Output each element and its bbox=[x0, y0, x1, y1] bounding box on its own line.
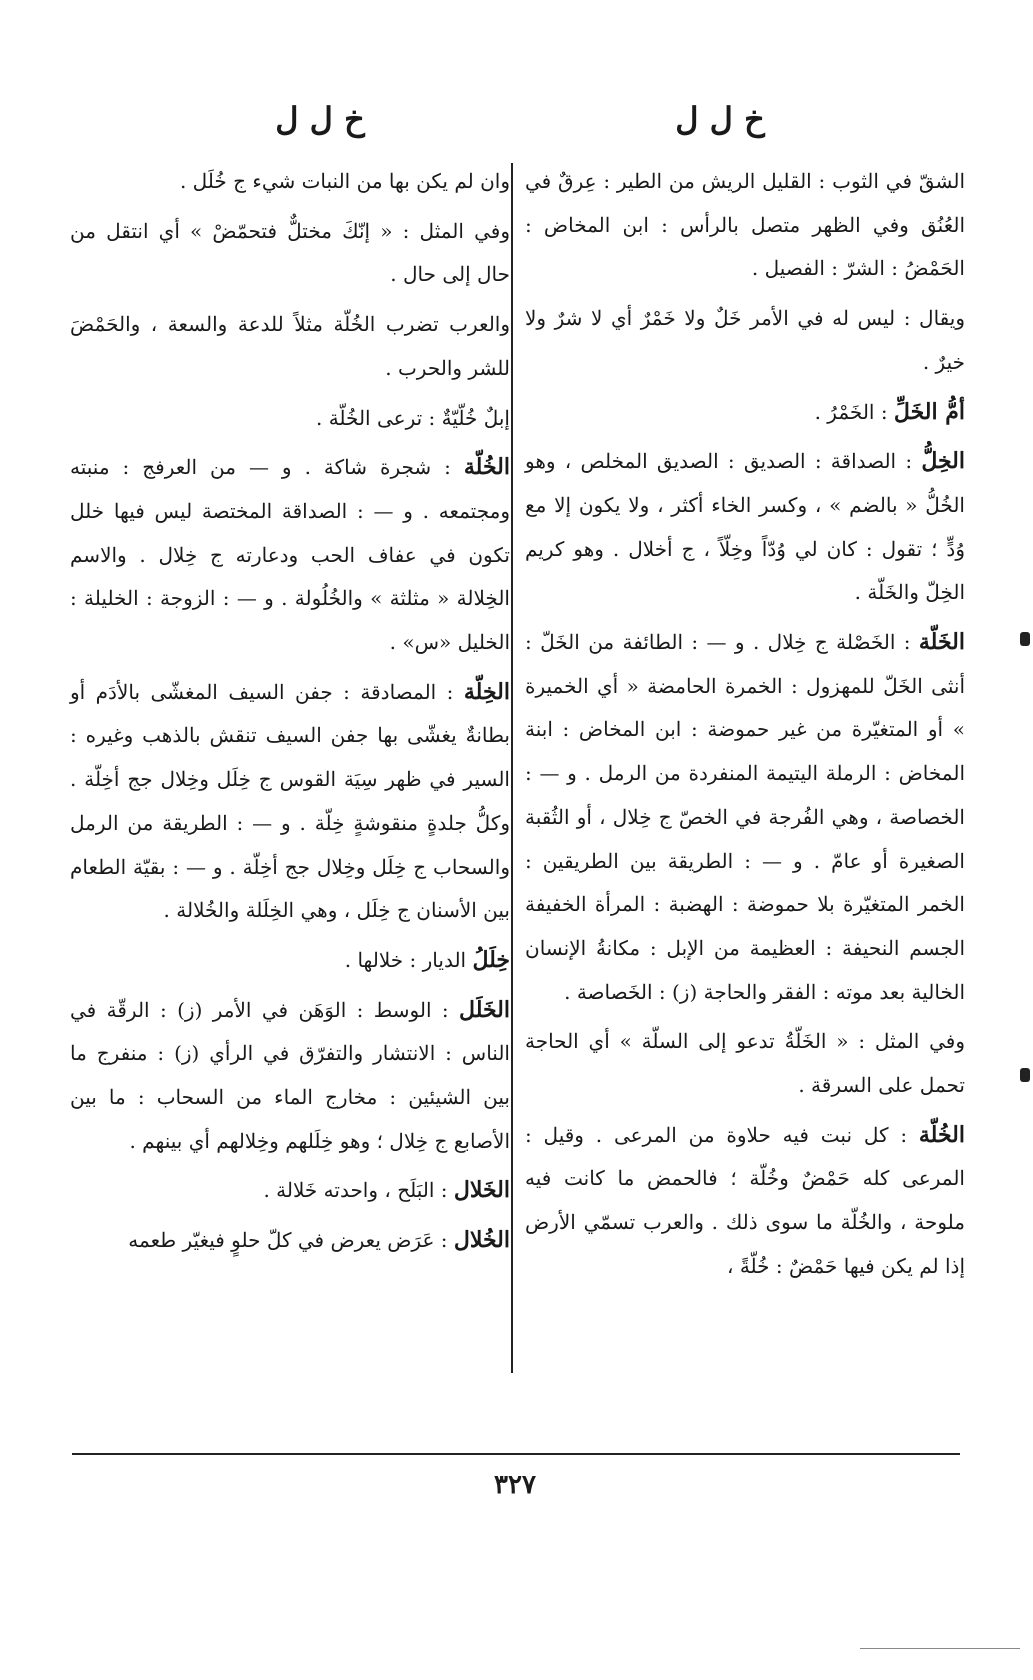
entry-text: ويقال : ليس له في الأمر خَلٌ ولا خَمْرٌ أي لا شرٌ ولا خيرٌ . bbox=[525, 306, 965, 374]
running-header-left: خ ل ل bbox=[275, 100, 365, 138]
scan-edge-mark bbox=[1020, 632, 1030, 646]
entry bbox=[70, 210, 510, 297]
entry-text: : الخَصْلة ج خِلال . و — : الطائفة من الخَلّ : أنثى الخَلّ للمهزول : الخمرة الحامضة « أي الخميرة » أو المتغيّرة من غير حموضة : ابن المخاض : ابنة المخاض : الرملة اليتيمة المنفردة من الرمل . و — : الخصاصة ، وهي الفُرجة في الخصّ ج خِلال ، أو الثُقبة الصغيرة أو عامّ . و — : الطريقة بين الطريقين : الخمر المتغيّرة بلا حموضة : الهضبة : المرأة الخفيفة الجسم النحيفة : العظيمة من الإبل : مكانةُ الإنسان الخالية بعد موته : الفقر والحاجة (ز) : الخَصاصة . bbox=[525, 630, 965, 1004]
entry-text: وان لم يكن بها من النبات شيء ج خُلَل . bbox=[179, 169, 510, 193]
entry bbox=[70, 160, 510, 204]
entry-text: : الصداقة : الصديق : الصديق المخلص ، وهو الخُلُّ « بالضم » ، وكسر الخاء أكثر ، ولا يكون إلا مع وُدٍّ ؛ تقول : كان لي وُدّاً وخِلّاً ، ج أخلال . وهو كريم الخِلّ والخَلّة . bbox=[525, 449, 965, 605]
entry-text: : الوسط : الوَهَن في الأمر (ز) : الرقّة في الناس : الانتشار والتفرّق في الرأي (ز) : منفرج ما بين الشيئين : مخارج الماء من السحاب : ما بين الأصابع ج خِلال ؛ وهو خِلَلهم وخِلالهم أي بينهم . bbox=[70, 997, 510, 1153]
entry bbox=[70, 303, 510, 390]
entry-text: وفي المثل : « إنّكَ مختلٌّ فتحمّضْ » أي انتقل من حال إلى حال . bbox=[70, 218, 510, 287]
entry-text: : كل نبت فيه حلاوة من المرعى . وقيل : المرعى كله حَمْضٌ وخُلّة ؛ فالحمض ما كانت فيه ملوحة ، والخُلّة ما سوى ذلك . والعرب تسمّي الأرض إذا لم يكن فيها حَمْضٌ : خُلّةً ، bbox=[525, 1122, 965, 1278]
headword: الخُلّة bbox=[918, 1121, 965, 1148]
left-column bbox=[70, 160, 510, 1269]
page-number: ٣٢٧ bbox=[494, 1470, 536, 1500]
entry-text: : عَرَض يعرض في كلّ حلوٍ فيغيّر طعمه bbox=[128, 1228, 454, 1253]
entry bbox=[525, 440, 965, 615]
headword: الخَلَل bbox=[459, 996, 510, 1023]
headword: أمُّ الخَلِّ bbox=[893, 398, 965, 425]
headword: خِلَلُ bbox=[472, 946, 510, 973]
headword: الخَلّة bbox=[918, 629, 965, 656]
entry bbox=[70, 939, 510, 983]
headword: الخِلُّ bbox=[921, 448, 965, 475]
entry bbox=[70, 397, 510, 441]
entry bbox=[70, 671, 510, 933]
headword: الخُلّة bbox=[463, 454, 510, 481]
entry-text: : المصادقة : جفن السيف المغشّى بالأدَم أو بطانةٌ يغشّى بها جفن السيف تنقش بالذهب وغيره : السير في ظهر سِيَة القوس ج خِلَل وخِلال جج أخِلّة . وكلُّ جلدةٍ منقوشةٍ خِلّة . و — : الطريقة من الرمل والسحاب ج خِلَل وخِلال جج أخِلّة . و — : بقيّة الطعام بين الأسنان ج خِلَل ، وهي الخِلَلة والخُلالة . bbox=[70, 679, 510, 923]
entry-text: الشقّ في الثوب : القليل الريش من الطير : عِرقٌ في العُنُق وفي الظهر متصل بالرأس : ابن المخاض : الحَمْضُ : الشرّ : الفصيل . bbox=[525, 169, 965, 281]
entry bbox=[525, 1114, 965, 1289]
scan-edge-mark bbox=[1020, 1068, 1030, 1082]
entry bbox=[525, 160, 965, 291]
entry bbox=[70, 1169, 510, 1213]
running-header-right: خ ل ل bbox=[675, 100, 765, 138]
headword: الخُلال bbox=[453, 1227, 510, 1254]
right-column bbox=[525, 160, 965, 1295]
entry bbox=[525, 1020, 965, 1107]
entry-text: والعرب تضرب الخُلّة مثلاً للدعة والسعة ، والحَمْضَ للشر والحرب . bbox=[70, 312, 510, 380]
headword: الخَلال bbox=[453, 1177, 510, 1204]
entry-text: وفي المثل : « الخَلّةُ تدعو إلى السلّة » أي الحاجة تحمل على السرقة . bbox=[525, 1029, 965, 1098]
entry-text: : شجرة شاكة . و — من العرفج : منبته ومجتمعه . و — : الصداقة المختصة ليس فيها خلل تكون في عفاف الحب ودعارته ج خِلال . والاسم الخِلالة « مثلثة » والخُلُولة . و — : الزوجة : الخليلة : الخليل «س» . bbox=[70, 455, 510, 655]
entry-text: الديار : خلالها . bbox=[344, 947, 473, 972]
headword: الخِلّة bbox=[463, 678, 510, 705]
entry-text: : البَلَح ، واحدته خَلالة . bbox=[263, 1178, 454, 1203]
entry bbox=[70, 989, 510, 1164]
entry bbox=[70, 446, 510, 665]
entry bbox=[525, 297, 965, 384]
entry-text: إبلٌ خُلّيّةٌ : ترعى الخُلّة . bbox=[315, 405, 510, 430]
column-divider bbox=[511, 163, 513, 1373]
footer-rule bbox=[72, 1453, 960, 1455]
entry-text: : الخَمْرُ . bbox=[814, 399, 894, 424]
scan-footer-line bbox=[860, 1648, 1020, 1649]
entry bbox=[525, 391, 965, 435]
entry bbox=[525, 621, 965, 1014]
entry bbox=[70, 1219, 510, 1263]
